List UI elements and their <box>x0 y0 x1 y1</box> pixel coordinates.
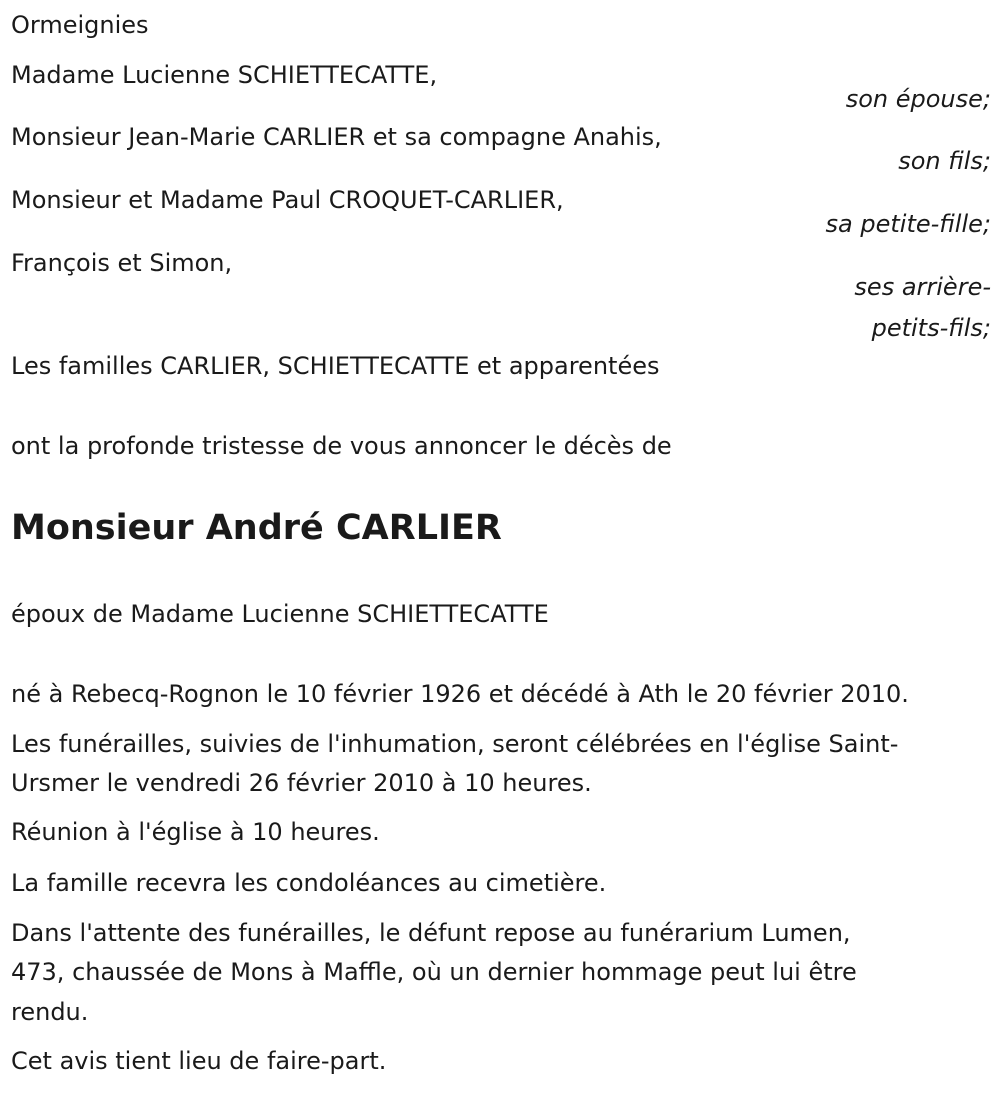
rest-text-line1: Dans l'attente des funérailles, le défunt repose au funérarium Lumen, <box>11 919 851 947</box>
families-line: Les familles CARLIER, SCHIETTECATTE et apparentées <box>11 352 660 380</box>
relation-great-grandsons-line2: petits-fils; <box>871 314 991 342</box>
relation-spouse: son épouse; <box>845 85 991 113</box>
relation-son: son fils; <box>898 147 991 175</box>
deceased-name: Monsieur André CARLIER <box>11 508 502 548</box>
rest-text-line2: 473, chaussée de Mons à Maffle, où un dernier hommage peut lui être <box>11 958 857 986</box>
spouse-line: époux de Madame Lucienne SCHIETTECATTE <box>11 600 549 628</box>
relation-granddaughter: sa petite-fille; <box>825 210 991 238</box>
announcement-text: ont la profonde tristesse de vous annoncer le décès de <box>11 432 672 460</box>
birth-death-text: né à Rebecq-Rognon le 10 février 1926 et décédé à Ath le 20 février 2010. <box>11 680 909 708</box>
relation-great-grandsons-line1: ses arrière- <box>854 273 991 301</box>
funeral-text-line1: Les funérailles, suivies de l'inhumation, seront célébrées en l'église Saint- <box>11 730 899 758</box>
family-member-son: Monsieur Jean-Marie CARLIER et sa compagne Anahis, <box>11 123 662 151</box>
funeral-text-line2: Ursmer le vendredi 26 février 2010 à 10 heures. <box>11 769 592 797</box>
location-text: Ormeignies <box>11 11 149 39</box>
condolences-text: La famille recevra les condoléances au cimetière. <box>11 869 607 897</box>
family-member-spouse: Madame Lucienne SCHIETTECATTE, <box>11 61 438 89</box>
family-member-great-grandsons: François et Simon, <box>11 249 233 277</box>
family-member-granddaughter: Monsieur et Madame Paul CROQUET-CARLIER, <box>11 186 564 214</box>
meeting-text: Réunion à l'église à 10 heures. <box>11 818 380 846</box>
closing-text: Cet avis tient lieu de faire-part. <box>11 1047 387 1075</box>
rest-text-line3: rendu. <box>11 998 89 1026</box>
